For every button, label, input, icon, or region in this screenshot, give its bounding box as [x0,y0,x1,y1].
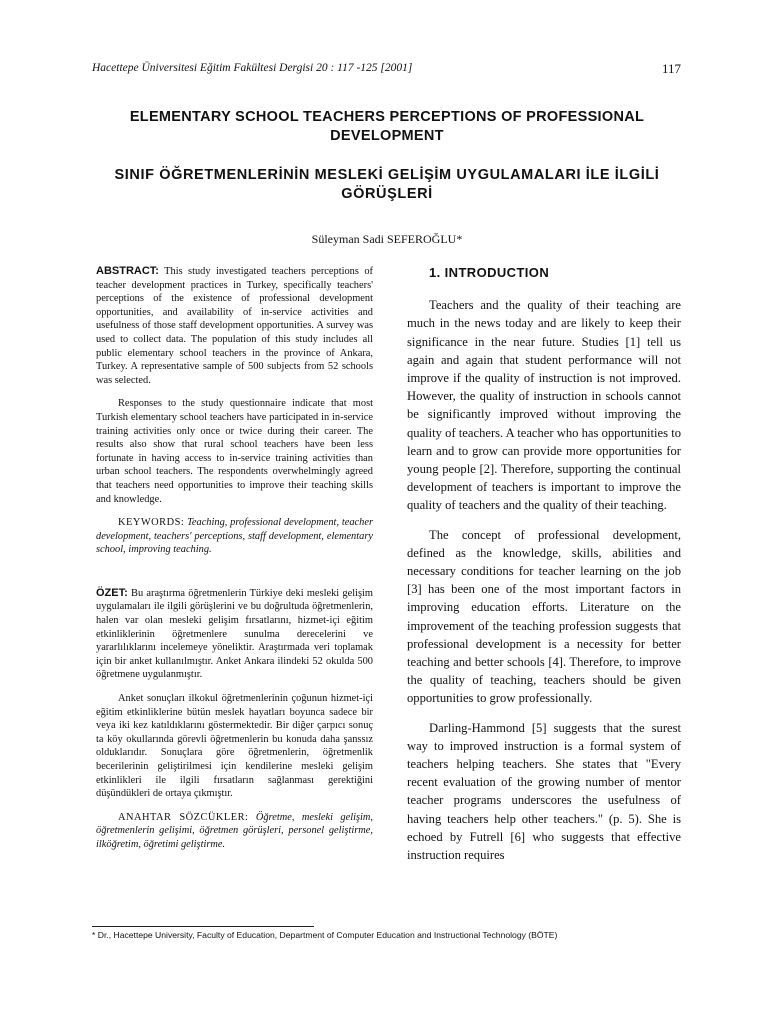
intro-paragraph-1: Teachers and the quality of their teaching are much in the news today and are likely to keep their significance in the near future. Studies [1] tell us again and again that student performance will not improve if the quality of instruction is not improved. However, the quality of instruction in schools cannot be significantly improved without improving the quality of teachers. A teacher who has opportunities to learn and to grow can provide more opportunities for young people [2]. Therefore, supporting the continual development of teachers is important to improve the quality of teachers and the quality of their teaching. [407,298,681,513]
abstract-paragraph-2: Responses to the study questionnaire indicate that most Turkish elementary school teachers have participated in in-service training activities only once or twice during their career. The results also show that rural school teachers have been less fortunate in having access to in-service training activities than urban school teachers. The respondents overwhelmingly agreed that teachers need opportunities to improve their teaching skills and knowledge. [96,398,373,505]
left-column [96,265,373,862]
title-english: ELEMENTARY SCHOOL TEACHERS PERCEPTIONS OF PROFESSIONAL DEVELOPMENT [129,109,645,144]
ozet-text-1: Bu araştırma öğretmenlerin Türkiye deki mesleki gelişim uygulamaları ile ilgili görüşlerini ve bu doğrultuda öğretmenlerin, halen var olan mesleki gelişim fırsatlarını, hizmet-içi eğitim etkinliklerinin öğretmenlere sunulma derecelerini ve yararlılıklarını incelemeye yöneliktir. Araştırmada veri toplamak için bir anket kullanılmıştır. Anket Ankara ilindeki 52 okulda 500 öğretmene uygulanmıştır. [96,587,373,681]
intro-paragraph-2: The concept of professional development, defined as the knowledge, skills, abilities and necessary conditions for teacher learning on the job [3] has been one of the most important factors in improving education efforts. Literature on the improvement of the teaching profession suggests that professional development is a necessity for better teaching and better schools [4]. Therefore, to improve the quality of teaching, teachers should be given opportunities to grow professionally. [407,527,681,706]
author-name: Süleyman Sadi SEFEROĞLU* [311,232,463,246]
ozet-paragraph-1 [96,587,373,682]
author-footnote: * Dr., Hacettepe University, Faculty of Education, Department of Computer Education and Instructional Technology (BÖTE) [92,930,558,940]
ozet-label: ÖZET: [96,586,128,599]
title-turkish: SINIF ÖĞRETMENLERİNİN MESLEKİ GELİŞİM UYGULAMALARI İLE İLGİLİ GÖRÜŞLERİ [114,167,660,202]
keywords-text: Teaching, professional development, teacher development, teachers' perceptions, staff development, elementary school, improving teaching. [96,517,373,556]
keywords-label: KEYWORDS: [118,517,185,529]
ozet-paragraph-2: Anket sonuçları ilkokul öğretmenlerinin çoğunun hizmet-içi eğitim etkinliklerine bütün meslek hayatları boyunca sadece bir veya iki kez katıldıklarını göstermektedir. Bir diğer çarpıcı sonuç ta köy okullarında görevli öğretmenlerin bu konuda daha şanssız olduklarıdır. Sonuçlara göre öğretmenlerin, öğretmenlik becerilerinin geliştirilmesi için kendilerine mesleki gelişim etkinlikleri ile ilgili fırsatların sağlanması gerektiğini düşündükleri de ortaya çıkmıştır. [96,693,373,800]
intro-paragraph-3: Darling-Hammond [5] suggests that the surest way to improved instruction is a formal system of teachers helping teachers. She states that "Every recent evaluation of the growing number of mentor teacher programs underscores the usefulness of having teachers help other teachers." (p. 5). She is echoed by Futrell [6] who suggests that effective instruction requires [407,720,681,863]
keywords [96,516,373,557]
introduction-heading: 1. INTRODUCTION [429,265,550,280]
abstract-paragraph-1 [96,265,373,387]
anahtar-text: Öğretme, mesleki gelişim, öğretmenlerin gelişimi, öğretmen görüşleri, personel geliştirme, ilköğretim, öğretimi geliştirme. [96,811,373,850]
anahtar-label: ANAHTAR SÖZCÜKLER: [118,811,249,823]
abstract-label: ABSTRACT: [96,265,159,277]
anahtar-sozcukler [96,811,373,852]
footnote-rule [92,926,314,927]
page-number: 117 [662,61,682,76]
abstract-text-1: This study investigated teachers perceptions of teacher development practices in Turkey, specifically teachers' perceptions of the existence of professional development opportunities, and availability of in-service activities and usefulness of those staff development opportunities. A survey was used to collect data. The population of this study includes all public elementary school teachers in the province of Ankara, Turkey. A representative sample of 500 subjects from 52 schools was selected. [96,266,373,386]
right-column [407,264,681,875]
running-header: Hacettepe Üniversitesi Eğitim Fakültesi Dergisi 20 : 117 -125 [2001] [92,62,413,74]
